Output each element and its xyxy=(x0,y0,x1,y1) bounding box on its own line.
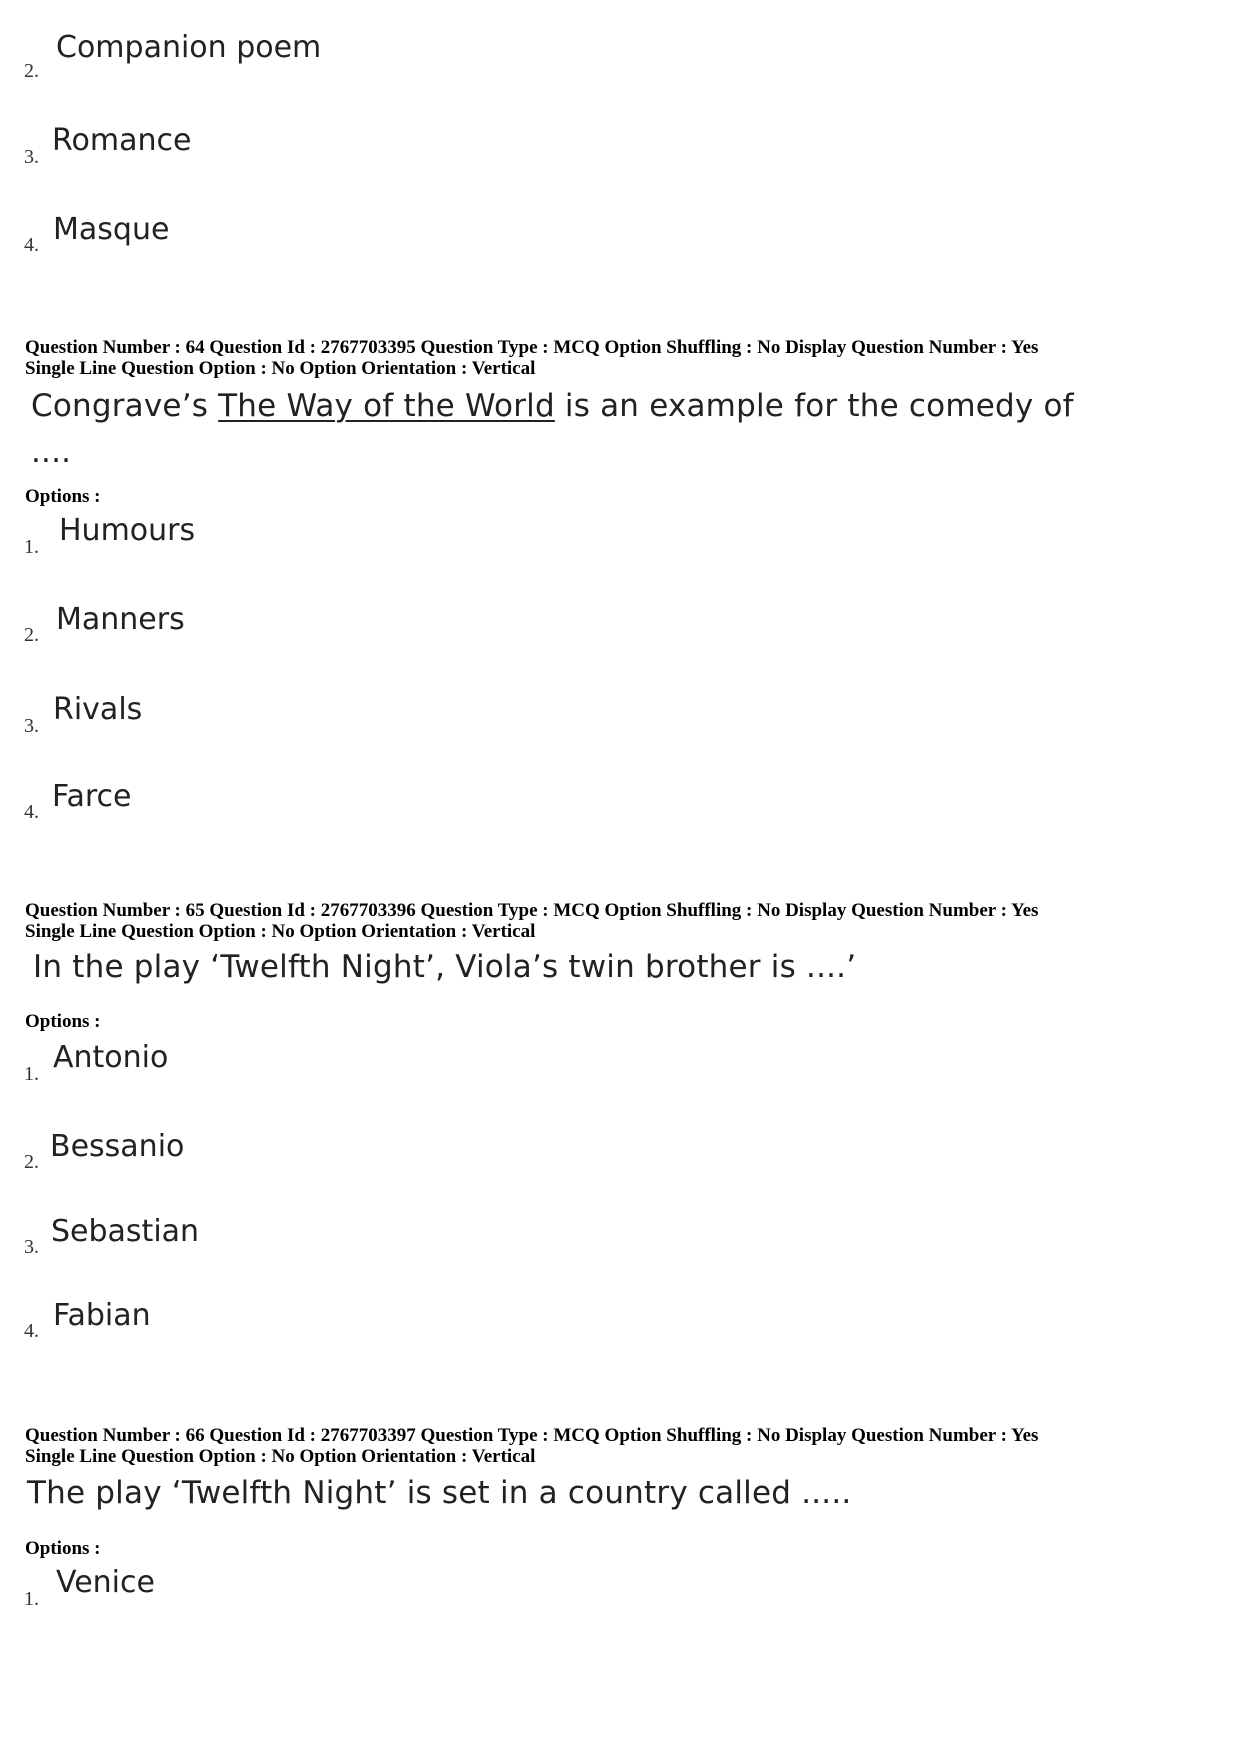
option-number: 3. xyxy=(24,146,39,168)
option-number: 2. xyxy=(24,624,39,646)
option-number: 1. xyxy=(24,1063,39,1085)
question-text: In the play ‘Twelfth Night’, Viola’s twin brother is ....’ xyxy=(33,949,857,985)
options-label: Options : xyxy=(25,1538,101,1559)
question-meta-line1: Question Number : 64 Question Id : 2767703395 Question Type : MCQ Option Shuffling : No Display Question Number : Yes xyxy=(25,337,1039,358)
option-number: 4. xyxy=(24,1320,39,1342)
question-text-before: Congrave’s xyxy=(31,388,219,424)
option-number: 4. xyxy=(24,234,39,256)
option-number: 4. xyxy=(24,801,39,823)
option-text: Venice xyxy=(56,1565,155,1600)
option-number: 3. xyxy=(24,1236,39,1258)
question-text-title: The Way of the World xyxy=(218,388,555,424)
option-text: Humours xyxy=(59,513,196,548)
options-label: Options : xyxy=(25,486,101,507)
question-meta-line1: Question Number : 65 Question Id : 2767703396 Question Type : MCQ Option Shuffling : No Display Question Number : Yes xyxy=(25,900,1039,921)
question-text xyxy=(31,388,1074,424)
option-text: Rivals xyxy=(53,692,143,727)
question-meta-line2: Single Line Question Option : No Option Orientation : Vertical xyxy=(25,1446,536,1467)
option-number: 2. xyxy=(24,1151,39,1173)
question-meta-line2: Single Line Question Option : No Option Orientation : Vertical xyxy=(25,921,536,942)
option-text: Antonio xyxy=(53,1040,169,1075)
question-text-continuation: .... xyxy=(31,434,72,470)
option-text: Companion poem xyxy=(56,30,322,65)
question-meta-line2: Single Line Question Option : No Option Orientation : Vertical xyxy=(25,358,536,379)
option-text: Sebastian xyxy=(51,1214,200,1249)
question-meta-line1: Question Number : 66 Question Id : 2767703397 Question Type : MCQ Option Shuffling : No Display Question Number : Yes xyxy=(25,1425,1039,1446)
option-number: 2. xyxy=(24,60,39,82)
option-number: 1. xyxy=(24,1588,39,1610)
option-text: Masque xyxy=(53,212,170,247)
options-label: Options : xyxy=(25,1011,101,1032)
question-text: The play ‘Twelfth Night’ is set in a country called ..... xyxy=(27,1475,852,1511)
option-text: Romance xyxy=(52,123,192,158)
option-text: Bessanio xyxy=(50,1129,185,1164)
option-text: Fabian xyxy=(53,1298,151,1333)
question-text-after: is an example for the comedy of xyxy=(554,388,1074,424)
option-text: Manners xyxy=(56,602,185,637)
option-number: 1. xyxy=(24,536,39,558)
option-text: Farce xyxy=(52,779,132,814)
option-number: 3. xyxy=(24,715,39,737)
